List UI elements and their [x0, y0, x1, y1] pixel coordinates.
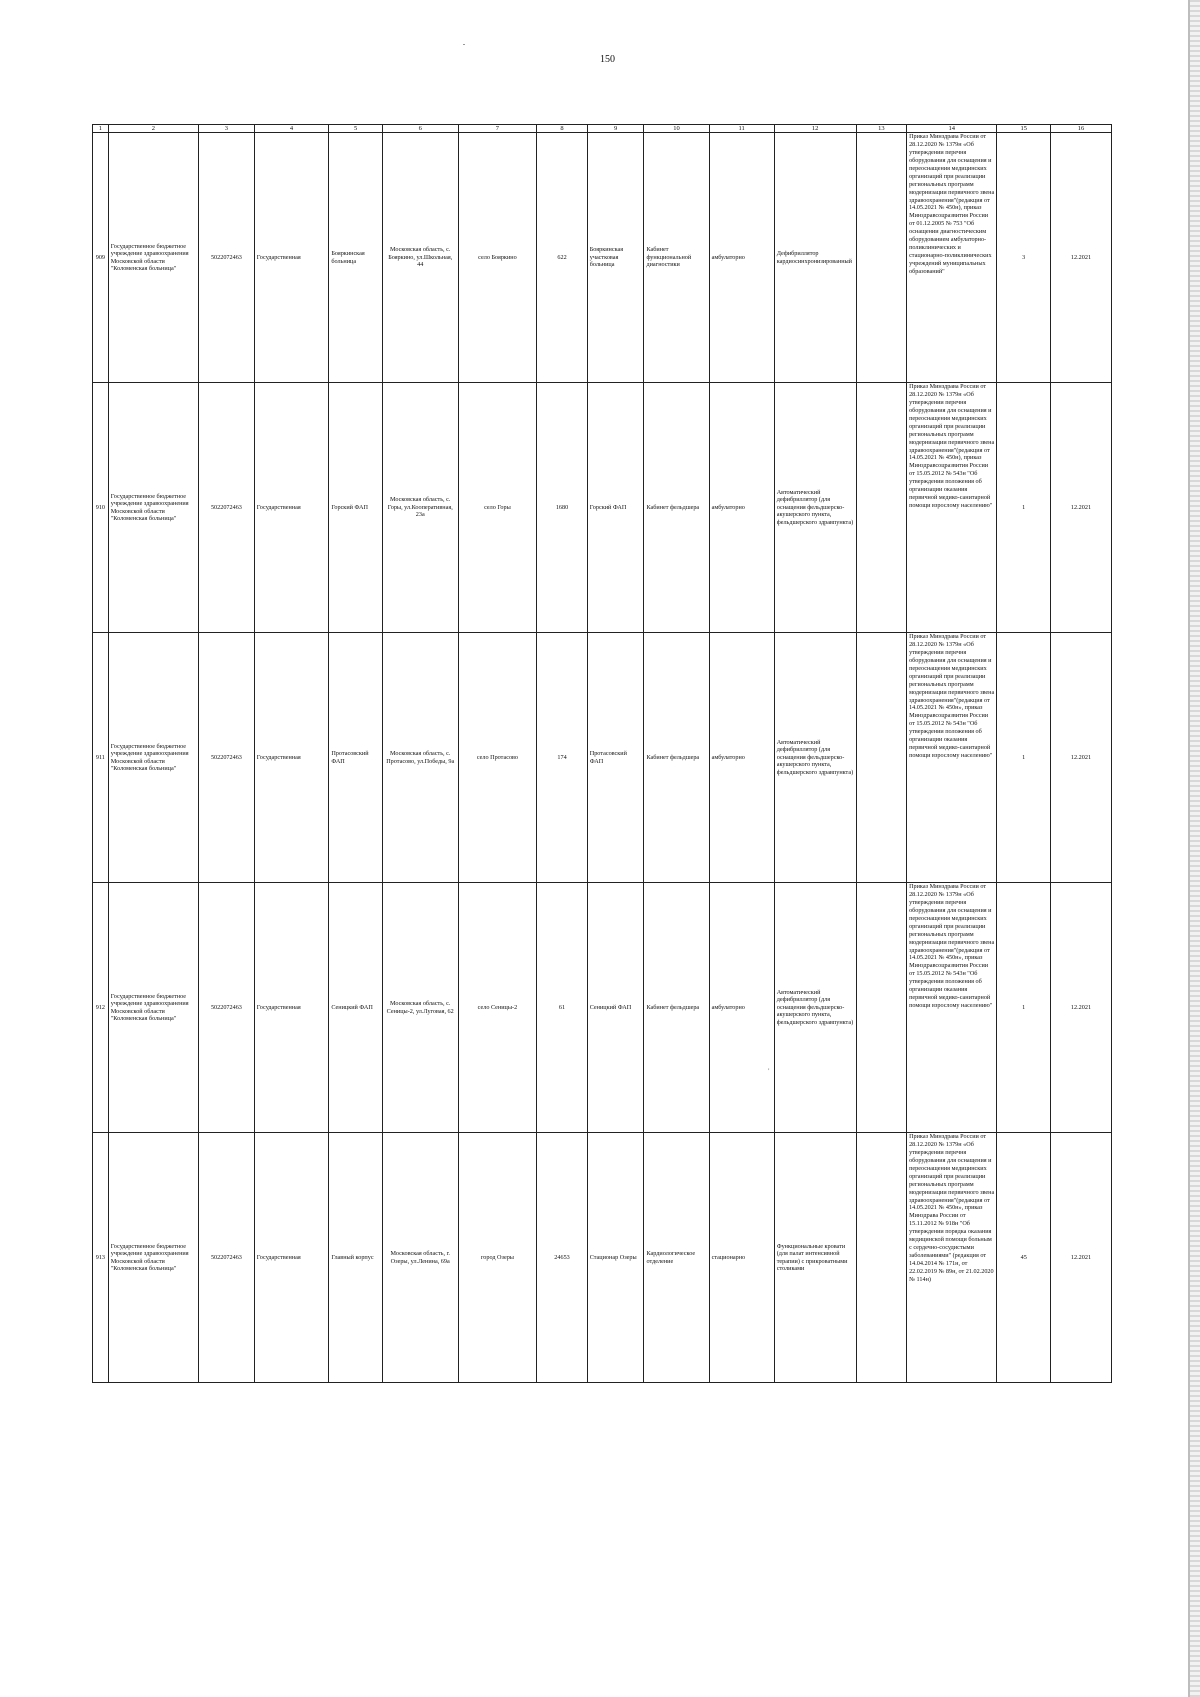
- legal-basis-cell: Приказ Минздрава России от 28.12.2020 № 1379н «Об утверждении перечня оборудования для оснащения и переоснащения медицинских организаций при реализации региональных программ модернизации первичного звена здравоохранения"(редакция от 14.05.2021 № 450н), приказ Минздравсоцразвития России от 15.05.2012 № 543н "Об утверждении положения об организации оказания первичной медико-санитарной помощи взрослому населению": [907, 383, 997, 633]
- inn-cell: 5022072463: [199, 383, 255, 633]
- legal-basis-cell: Приказ Минздрава России от 28.12.2020 № 1379н «Об утверждении перечня оборудования для оснащения и переоснащения медицинских организаций при реализации региональных программ модернизации первичного звена здравоохранения"(редакция от 14.05.2021 № 450н), приказ Минздравсоцразвития России от 01.12.2005 № 753 "Об оснащении диагностическим оборудованием амбулаторно-поликлинических и стационарно-поликлинических учреждений муниципальных образований": [907, 133, 997, 383]
- column-number: 14: [907, 125, 997, 133]
- column-number: 2: [108, 125, 198, 133]
- organization-name: Государственное бюджетное учреждение здравоохранения Московской области "Коломенская больница": [108, 633, 198, 883]
- population-cell: 622: [537, 133, 587, 383]
- row-number: 910: [93, 383, 109, 633]
- column-number: 15: [997, 125, 1051, 133]
- empty-cell: [856, 383, 906, 633]
- row-number: 911: [93, 633, 109, 883]
- quantity-cell: 45: [997, 1133, 1051, 1383]
- date-cell: 12.2021: [1050, 633, 1111, 883]
- column-number: 6: [382, 125, 458, 133]
- care-type-cell: стационарно: [709, 1133, 774, 1383]
- column-number: 7: [458, 125, 537, 133]
- table-row: [93, 1133, 1112, 1383]
- column-number: 8: [537, 125, 587, 133]
- stray-mark: ,: [768, 1065, 770, 1071]
- address-cell: Московская область, с. Протасово, ул.Победы, 9а: [382, 633, 458, 883]
- column-number: 12: [774, 125, 856, 133]
- table-row: [93, 883, 1112, 1133]
- population-cell: 1680: [537, 383, 587, 633]
- page-number: 150: [600, 54, 615, 65]
- column-number: 4: [254, 125, 329, 133]
- table-row: [93, 383, 1112, 633]
- unit-cell: Бояркинская больница: [329, 133, 383, 383]
- row-number: 913: [93, 1133, 109, 1383]
- ownership-cell: Государственная: [254, 383, 329, 633]
- date-cell: 12.2021: [1050, 133, 1111, 383]
- column-number: 16: [1050, 125, 1111, 133]
- date-cell: 12.2021: [1050, 383, 1111, 633]
- equipment-cell: Автоматический дефибриллятор (для оснащения фельдшерско-акушерского пункта, фельдшерского здравпункта): [774, 633, 856, 883]
- unit-cell: Главный корпус: [329, 1133, 383, 1383]
- care-type-cell: амбулаторно: [709, 883, 774, 1133]
- quantity-cell: 1: [997, 883, 1051, 1133]
- legal-basis-cell: Приказ Минздрава России от 28.12.2020 № 1379н «Об утверждении перечня оборудования для оснащения и переоснащения медицинских организаций при реализации региональных программ модернизации первичного звена здравоохранения"(редакция от 14.05.2021 № 450н», приказ Минздрава России от 15.11.2012 № 918н "Об утверждении порядка оказания медицинской помощи больным с сердечно-сосудистыми заболеваниями" (редакция от 14.04.2014 № 171н, от 22.02.2019 № 89н, от 21.02.2020 № 114н): [907, 1133, 997, 1383]
- empty-cell: [856, 1133, 906, 1383]
- column-number: 13: [856, 125, 906, 133]
- locality-cell: село Протасово: [458, 633, 537, 883]
- equipment-registry-table: [92, 124, 1112, 1383]
- care-type-cell: амбулаторно: [709, 383, 774, 633]
- legal-basis-cell: Приказ Минздрава России от 28.12.2020 № 1379н «Об утверждении перечня оборудования для оснащения и переоснащения медицинских организаций при реализации региональных программ модернизации первичного звена здравоохранения"(редакция от 14.05.2021 № 450н», приказ Минздравсоцразвития России от 15.05.2012 № 543н "Об утверждении положения об организации оказания первичной медико-санитарной помощи взрослому населению": [907, 883, 997, 1133]
- equipment-cell: Функциональные кровати (для палат интенсивной терапии) с прикроватными столиками: [774, 1133, 856, 1383]
- equipment-cell: Дефибриллятор кардиосинхронизированный: [774, 133, 856, 383]
- ownership-cell: Государственная: [254, 133, 329, 383]
- organization-name: Государственное бюджетное учреждение здравоохранения Московской области "Коломенская больница": [108, 1133, 198, 1383]
- organization-name: Государственное бюджетное учреждение здравоохранения Московской области "Коломенская больница": [108, 383, 198, 633]
- room-cell: Кардиологическое отделение: [644, 1133, 709, 1383]
- empty-cell: [856, 133, 906, 383]
- address-cell: Московская область, г. Озеры, ул.Ленина, 69а: [382, 1133, 458, 1383]
- column-number: 9: [587, 125, 644, 133]
- scan-speck: [463, 44, 465, 45]
- division-cell: Протасовский ФАП: [587, 633, 644, 883]
- inn-cell: 5022072463: [199, 633, 255, 883]
- room-cell: Кабинет фельдшера: [644, 633, 709, 883]
- unit-cell: Сеницкий ФАП: [329, 883, 383, 1133]
- locality-cell: село Сеницы-2: [458, 883, 537, 1133]
- address-cell: Московская область, с. Бояркино, ул.Школьная, 44: [382, 133, 458, 383]
- population-cell: 24653: [537, 1133, 587, 1383]
- row-number: 912: [93, 883, 109, 1133]
- room-cell: Кабинет функциональной диагностики: [644, 133, 709, 383]
- locality-cell: город Озеры: [458, 1133, 537, 1383]
- care-type-cell: амбулаторно: [709, 633, 774, 883]
- table-row: [93, 633, 1112, 883]
- unit-cell: Протасовский ФАП: [329, 633, 383, 883]
- column-number: 11: [709, 125, 774, 133]
- ownership-cell: Государственная: [254, 633, 329, 883]
- address-cell: Московская область, с. Сеницы-2, ул.Луговая, 62: [382, 883, 458, 1133]
- empty-cell: [856, 883, 906, 1133]
- column-number: 10: [644, 125, 709, 133]
- empty-cell: [856, 633, 906, 883]
- population-cell: 61: [537, 883, 587, 1133]
- column-number: 3: [199, 125, 255, 133]
- locality-cell: село Горы: [458, 383, 537, 633]
- date-cell: 12.2021: [1050, 1133, 1111, 1383]
- address-cell: Московская область, с. Горы, ул.Кооперативная, 23а: [382, 383, 458, 633]
- population-cell: 174: [537, 633, 587, 883]
- column-number-row: [93, 125, 1112, 133]
- date-cell: 12.2021: [1050, 883, 1111, 1133]
- inn-cell: 5022072463: [199, 883, 255, 1133]
- organization-name: Государственное бюджетное учреждение здравоохранения Московской области "Коломенская больница": [108, 133, 198, 383]
- inn-cell: 5022072463: [199, 133, 255, 383]
- ownership-cell: Государственная: [254, 883, 329, 1133]
- division-cell: Стационар Озеры: [587, 1133, 644, 1383]
- care-type-cell: амбулаторно: [709, 133, 774, 383]
- quantity-cell: 1: [997, 383, 1051, 633]
- row-number: 909: [93, 133, 109, 383]
- table-row: [93, 133, 1112, 383]
- inn-cell: 5022072463: [199, 1133, 255, 1383]
- division-cell: Сеницкий ФАП: [587, 883, 644, 1133]
- quantity-cell: 3: [997, 133, 1051, 383]
- unit-cell: Горский ФАП: [329, 383, 383, 633]
- room-cell: Кабинет фельдшера: [644, 883, 709, 1133]
- organization-name: Государственное бюджетное учреждение здравоохранения Московской области "Коломенская больница": [108, 883, 198, 1133]
- division-cell: Бояркинская участковая больница: [587, 133, 644, 383]
- equipment-cell: Автоматический дефибриллятор (для оснащения фельдшерско-акушерского пункта, фельдшерского здравпункта): [774, 383, 856, 633]
- locality-cell: село Бояркино: [458, 133, 537, 383]
- quantity-cell: 1: [997, 633, 1051, 883]
- division-cell: Горский ФАП: [587, 383, 644, 633]
- ownership-cell: Государственная: [254, 1133, 329, 1383]
- room-cell: Кабинет фельдшера: [644, 383, 709, 633]
- legal-basis-cell: Приказ Минздрава России от 28.12.2020 № 1379н «Об утверждении перечня оборудования для оснащения и переоснащения медицинских организаций при реализации региональных программ модернизации первичного звена здравоохранения"(редакция от 14.05.2021 № 450н», приказ Минздравсоцразвития России от 15.05.2012 № 543н "Об утверждении положения об организации оказания первичной медико-санитарной помощи взрослому населению": [907, 633, 997, 883]
- equipment-cell: Автоматический дефибриллятор (для оснащения фельдшерско-акушерского пункта, фельдшерского здравпункта): [774, 883, 856, 1133]
- column-number: 1: [93, 125, 109, 133]
- column-number: 5: [329, 125, 383, 133]
- scan-edge-texture: [1190, 0, 1200, 1697]
